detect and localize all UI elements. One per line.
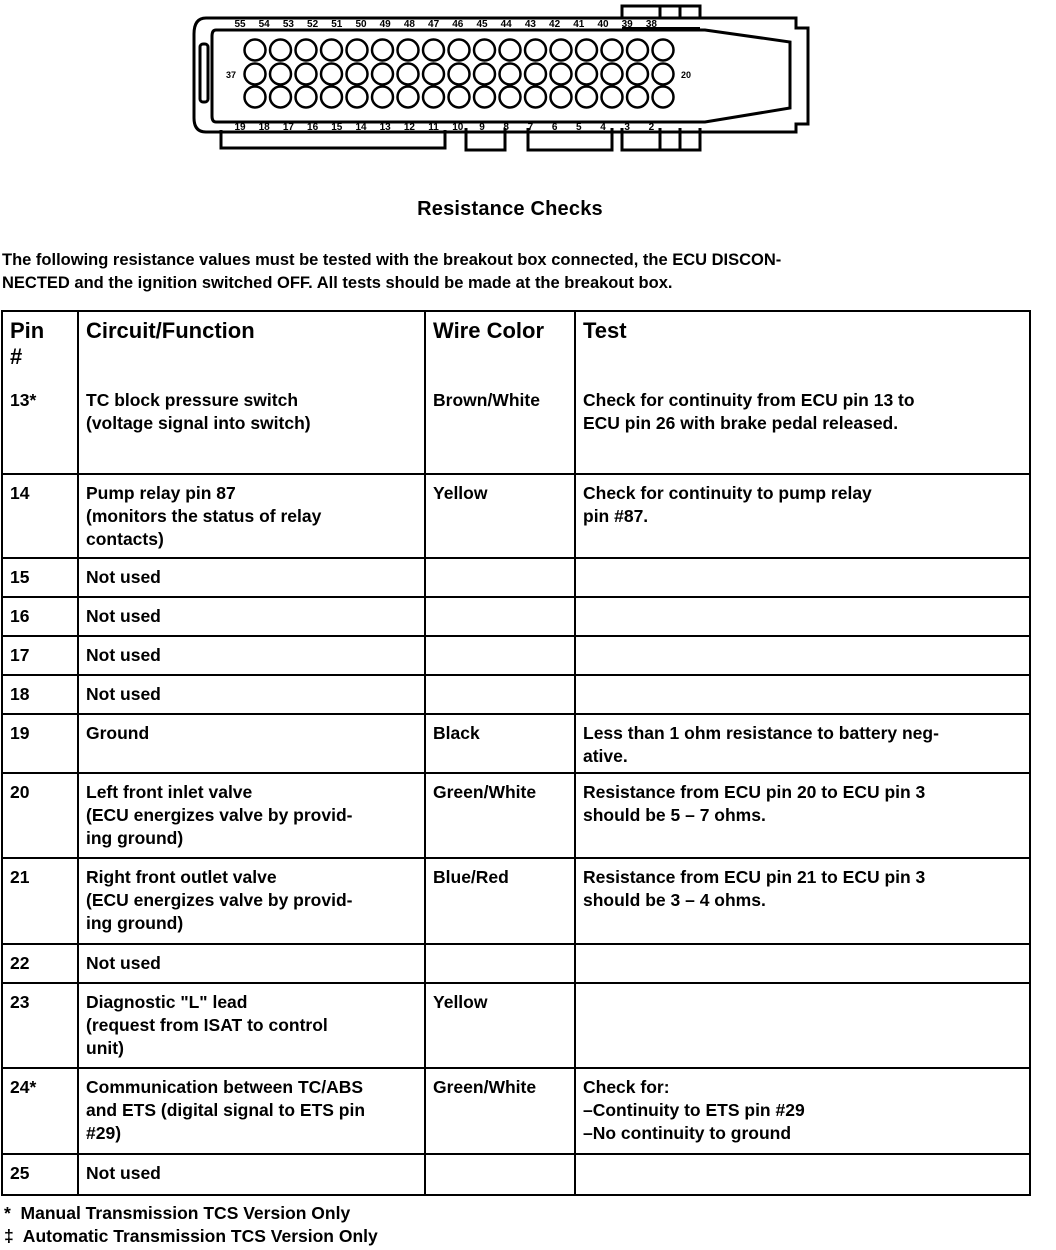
- wire-color-cell: Black: [426, 715, 576, 774]
- table-row: [3, 1069, 1029, 1155]
- connector-pin: [576, 40, 597, 61]
- table-row: [3, 637, 1029, 676]
- connector-pin-label: 53: [282, 19, 294, 30]
- test-cell: [576, 559, 1029, 598]
- connector-pin: [500, 87, 521, 108]
- connector-pin-label: 4: [600, 122, 606, 133]
- test-cell: [576, 637, 1029, 676]
- connector-pin-label: 38: [645, 19, 657, 30]
- connector-pin-label: 49: [379, 19, 391, 30]
- table-row: [3, 715, 1029, 774]
- connector-pin-label: 3: [624, 122, 630, 133]
- connector-pin: [321, 40, 342, 61]
- circuit-cell: Not used: [79, 1155, 426, 1194]
- connector-pin: [449, 87, 470, 108]
- resistance-checks-table: [1, 310, 1031, 1196]
- intro-line: The following resistance values must be tested with the breakout box connected, the ECU DISCON-: [2, 251, 782, 269]
- test-cell: Resistance from ECU pin 20 to ECU pin 3 should be 5 – 7 ohms.: [576, 774, 1029, 859]
- connector-pin: [653, 64, 674, 85]
- wire-color-cell: Yellow: [426, 475, 576, 559]
- table-row: [3, 859, 1029, 945]
- pin-cell: 14: [3, 475, 79, 559]
- circuit-cell: Left front inlet valve (ECU energizes valve by provid- ing ground): [79, 774, 426, 859]
- test-cell: Check for continuity to pump relay pin #87.: [576, 475, 1029, 559]
- connector-pin-label: 17: [282, 122, 294, 133]
- ecu-connector-diagram: [0, 0, 1056, 180]
- connector-pin: [576, 87, 597, 108]
- connector-pin: [372, 64, 393, 85]
- table-header-row: [3, 312, 1029, 382]
- pin-cell: 17: [3, 637, 79, 676]
- connector-pin: [372, 40, 393, 61]
- connector-pin: [296, 40, 317, 61]
- connector-pin: [653, 87, 674, 108]
- connector-pin-label: 8: [503, 122, 509, 133]
- table-row: [3, 1155, 1029, 1194]
- connector-pin: [551, 87, 572, 108]
- connector-pin-label: 50: [355, 19, 367, 30]
- footnotes: [4, 1202, 378, 1248]
- connector-pin-label: 47: [428, 19, 440, 30]
- connector-pin-label: 40: [597, 19, 609, 30]
- wire-color-cell: [426, 676, 576, 715]
- connector-pin: [500, 64, 521, 85]
- connector-pin: [347, 87, 368, 108]
- connector-pin-label: 54: [258, 19, 270, 30]
- connector-pin: [321, 64, 342, 85]
- circuit-cell: Diagnostic "L" lead (request from ISAT to control unit): [79, 984, 426, 1069]
- connector-pin: [398, 40, 419, 61]
- connector-key-slot: [200, 44, 208, 102]
- test-cell: Check for continuity from ECU pin 13 to ECU pin 26 with brake pedal released.: [576, 382, 1029, 475]
- connector-pin: [525, 87, 546, 108]
- connector-pin-label: 46: [452, 19, 464, 30]
- connector-pin: [474, 40, 495, 61]
- circuit-cell: Not used: [79, 559, 426, 598]
- connector-pin: [270, 64, 291, 85]
- circuit-cell: Not used: [79, 637, 426, 676]
- connector-pin-label: 13: [379, 122, 391, 133]
- connector-pin-label: 48: [403, 19, 415, 30]
- connector-pin: [602, 64, 623, 85]
- connector-pin-label: 16: [307, 122, 319, 133]
- header-test: Test: [583, 318, 627, 343]
- connector-pin: [296, 87, 317, 108]
- wire-color-cell: Green/White: [426, 774, 576, 859]
- connector-pin: [398, 87, 419, 108]
- test-cell: [576, 598, 1029, 637]
- connector-pin: [551, 64, 572, 85]
- connector-pin-label: 11: [428, 122, 439, 133]
- header-pin: Pin #: [3, 312, 79, 382]
- connector-pin-label: 44: [500, 19, 512, 30]
- wire-color-cell: Yellow: [426, 984, 576, 1069]
- connector-pin-label: 15: [331, 122, 343, 133]
- pin-cell: 18: [3, 676, 79, 715]
- pin-cell: 20: [3, 774, 79, 859]
- test-cell: Less than 1 ohm resistance to battery neg- ative.: [576, 715, 1029, 774]
- connector-pin-label: 39: [621, 19, 633, 30]
- pin-cell: 23: [3, 984, 79, 1069]
- wire-color-cell: Blue/Red: [426, 859, 576, 945]
- connector-pin: [525, 64, 546, 85]
- connector-pin: [296, 64, 317, 85]
- connector-pin: [449, 40, 470, 61]
- pin-cell: 15: [3, 559, 79, 598]
- connector-pin-label: 5: [576, 122, 582, 133]
- wire-color-cell: [426, 637, 576, 676]
- connector-pin-grid: [245, 40, 674, 108]
- connector-pin: [347, 40, 368, 61]
- connector-pin-label: 14: [355, 122, 367, 133]
- connector-pin: [653, 40, 674, 61]
- connector-pin-label: 12: [403, 122, 415, 133]
- connector-pin-label: 45: [476, 19, 488, 30]
- table-row: [3, 984, 1029, 1069]
- circuit-cell: TC block pressure switch (voltage signal into switch): [79, 382, 426, 475]
- table-row: [3, 774, 1029, 859]
- wire-color-cell: Green/White: [426, 1069, 576, 1155]
- wire-color-cell: Brown/White: [426, 382, 576, 475]
- connector-pin-label: 2: [648, 122, 655, 133]
- connector-pin: [423, 64, 444, 85]
- test-cell: [576, 1155, 1029, 1194]
- wire-color-cell: [426, 559, 576, 598]
- table-row: [3, 676, 1029, 715]
- circuit-cell: Communication between TC/ABS and ETS (digital signal to ETS pin #29): [79, 1069, 426, 1155]
- page-title: Resistance Checks: [417, 198, 603, 220]
- pin-cell: 24*: [3, 1069, 79, 1155]
- connector-pin-label: 9: [479, 122, 485, 133]
- connector-pin: [449, 64, 470, 85]
- connector-pin-label: 42: [549, 19, 561, 30]
- intro-paragraph: [2, 249, 1032, 295]
- connector-pin-label: 41: [573, 19, 585, 30]
- circuit-cell: Not used: [79, 945, 426, 984]
- connector-pin: [627, 40, 648, 61]
- pin-cell: 16: [3, 598, 79, 637]
- connector-pin-label: 19: [234, 122, 246, 133]
- header-wire-color: Wire Color: [426, 312, 576, 382]
- connector-pin-label: 18: [258, 122, 270, 133]
- connector-pin: [245, 40, 266, 61]
- connector-pin: [245, 87, 266, 108]
- connector-pin: [474, 64, 495, 85]
- connector-pin: [474, 87, 495, 108]
- wire-color-cell: [426, 945, 576, 984]
- table-row: [3, 382, 1029, 475]
- connector-pin: [321, 87, 342, 108]
- test-cell: Check for: –Continuity to ETS pin #29 –No continuity to ground: [576, 1069, 1029, 1155]
- pin-cell: 13*: [3, 382, 79, 475]
- table-row: [3, 598, 1029, 637]
- connector-pin: [602, 40, 623, 61]
- connector-pin: [423, 40, 444, 61]
- connector-pin-label: 6: [551, 122, 558, 133]
- connector-pin: [500, 40, 521, 61]
- pin-cell: 19: [3, 715, 79, 774]
- circuit-cell: Right front outlet valve (ECU energizes valve by provid- ing ground): [79, 859, 426, 945]
- header-circuit-function: Circuit/Function: [79, 312, 426, 382]
- circuit-cell: Not used: [79, 676, 426, 715]
- intro-line: NECTED and the ignition switched OFF. All tests should be made at the breakout box.: [2, 274, 673, 292]
- test-cell: [576, 984, 1029, 1069]
- connector-pin: [347, 64, 368, 85]
- pin-cell: 25: [3, 1155, 79, 1194]
- connector-pin: [245, 64, 266, 85]
- connector-pin: [551, 40, 572, 61]
- table-row: [3, 559, 1029, 598]
- pin-cell: 21: [3, 859, 79, 945]
- connector-pin: [525, 40, 546, 61]
- connector-pin-label: 55: [234, 19, 246, 30]
- test-cell: Resistance from ECU pin 21 to ECU pin 3 should be 3 – 4 ohms.: [576, 859, 1029, 945]
- connector-left-label: 37: [225, 70, 237, 80]
- table-row: [3, 945, 1029, 984]
- connector-pin: [602, 87, 623, 108]
- connector-pin: [398, 64, 419, 85]
- connector-pin: [627, 87, 648, 108]
- connector-right-label: 20: [680, 70, 692, 80]
- connector-pin-label: 43: [524, 19, 536, 30]
- connector-pin: [576, 64, 597, 85]
- circuit-cell: Not used: [79, 598, 426, 637]
- connector-pin: [270, 40, 291, 61]
- footnote-automatic: ‡ Automatic Transmission TCS Version Only: [4, 1226, 378, 1246]
- connector-pin-label: 51: [331, 19, 343, 30]
- connector-pin: [270, 87, 291, 108]
- test-cell: [576, 945, 1029, 984]
- connector-pin-label: 10: [452, 122, 464, 133]
- wire-color-cell: [426, 1155, 576, 1194]
- connector-pin: [372, 87, 393, 108]
- wire-color-cell: [426, 598, 576, 637]
- footnote-manual: * Manual Transmission TCS Version Only: [4, 1203, 351, 1223]
- connector-pin-label: 7: [527, 122, 534, 133]
- connector-top-labels: [234, 19, 657, 30]
- connector-pin: [627, 64, 648, 85]
- connector-pin-label: 52: [307, 19, 319, 30]
- circuit-cell: Pump relay pin 87 (monitors the status of relay contacts): [79, 475, 426, 559]
- table-row: [3, 475, 1029, 559]
- circuit-cell: Ground: [79, 715, 426, 774]
- pin-cell: 22: [3, 945, 79, 984]
- connector-pin: [423, 87, 444, 108]
- test-cell: [576, 676, 1029, 715]
